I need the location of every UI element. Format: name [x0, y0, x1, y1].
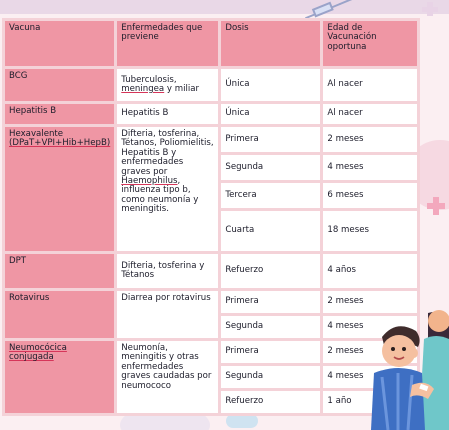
dose-cell: Segunda [221, 366, 320, 388]
age-cell: Al nacer [323, 104, 417, 124]
vaccination-schedule-table [2, 18, 420, 416]
top-banner [0, 0, 449, 14]
age-cell: Al nacer [323, 69, 417, 101]
dose-cell: Tercera [221, 183, 320, 208]
dose-cell: Segunda [221, 316, 320, 338]
age-cell: 18 meses [323, 211, 417, 251]
vaccine-name: BCG [5, 69, 114, 101]
vaccine-name: Rotavirus [5, 291, 114, 338]
vaccine-name: Neumocócica conjugada [5, 341, 114, 413]
dose-cell: Segunda [221, 155, 320, 180]
header-dosis: Dosis [221, 21, 320, 66]
age-cell: 2 meses [323, 341, 417, 363]
dose-cell: Primera [221, 127, 320, 152]
age-cell: 4 meses [323, 366, 417, 388]
kids-vaccination-illustration [368, 293, 449, 430]
vaccine-name: DPT [5, 254, 114, 288]
table-row [5, 104, 417, 124]
age-cell: 1 año [323, 391, 417, 413]
age-cell: 2 meses [323, 127, 417, 152]
table-row [5, 69, 417, 101]
age-cell: 2 meses [323, 291, 417, 313]
dose-cell: Única [221, 104, 320, 124]
vaccine-name: Hexavalente (DPaT+VPI+Hib+HepB) [5, 127, 114, 251]
header-edad: Edad de Vacunación oportuna [323, 21, 417, 66]
dose-cell: Cuarta [221, 211, 320, 251]
diseases-cell: Difteria, tosferina, Tétanos, Poliomielitis, Hepatitis B y enfermedades graves por Haemophilus, influenza tipo b, como neumonía y meningitis. [117, 127, 218, 251]
age-cell: 4 meses [323, 316, 417, 338]
dose-cell: Primera [221, 291, 320, 313]
header-enfermedades: Enfermedades que previene [117, 21, 218, 66]
table-row [5, 291, 417, 313]
diseases-cell: Diarrea por rotavirus [117, 291, 218, 338]
dose-cell: Refuerzo [221, 391, 320, 413]
vaccine-name: Hepatitis B [5, 104, 114, 124]
medical-cross-icon [418, 2, 442, 16]
table-row [5, 254, 417, 288]
age-cell: 4 meses [323, 155, 417, 180]
medical-cross-icon [425, 195, 447, 217]
diseases-cell: Difteria, tosferina y Tétanos [117, 254, 218, 288]
age-cell: 6 meses [323, 183, 417, 208]
diseases-cell: Tuberculosis, meningea y miliar [117, 69, 218, 101]
dose-cell: Primera [221, 341, 320, 363]
table-row [5, 341, 417, 363]
header-vacuna: Vacuna [5, 21, 114, 66]
age-cell: 4 años [323, 254, 417, 288]
table-row [5, 127, 417, 152]
dose-cell: Refuerzo [221, 254, 320, 288]
diseases-cell: Hepatitis B [117, 104, 218, 124]
diseases-cell: Neumonía, meningitis y otras enfermedades graves caudadas por neumococo [117, 341, 218, 413]
dose-cell: Única [221, 69, 320, 101]
